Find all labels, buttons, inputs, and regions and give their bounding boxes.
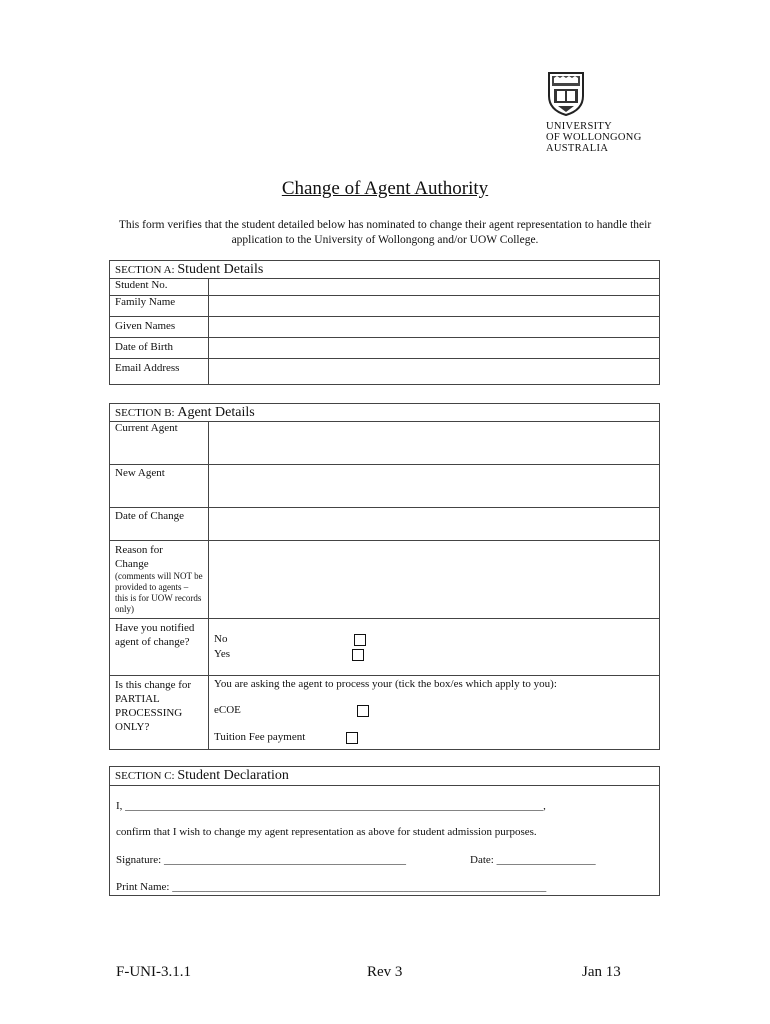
signature-field[interactable]: Signature: ____________________________________________ [116, 854, 406, 866]
section-c-header [110, 767, 659, 786]
form-revision: Rev 3 [367, 964, 403, 980]
print-name-field[interactable]: Print Name: ____________________________________________________________________ [116, 881, 547, 893]
ecoe-label: eCOE [214, 704, 241, 716]
notified-yes-label: Yes [214, 648, 231, 660]
partial-text: Is this change for PARTIAL PROCESSING ONLY? [115, 679, 192, 733]
email-label [110, 359, 209, 385]
notified-no-option[interactable] [214, 633, 654, 648]
date-of-change-field[interactable] [209, 508, 660, 541]
date-of-birth-text: Date of Birth [115, 341, 174, 353]
ecoe-checkbox[interactable] [357, 705, 369, 717]
notified-options [209, 619, 660, 676]
section-a-prefix: SECTION A: [115, 264, 178, 276]
given-names-field[interactable] [209, 317, 660, 338]
form-code: F-UNI-3.1.1 [116, 964, 191, 980]
family-name-label: Family Name [110, 296, 209, 317]
given-names-text: Given Names [115, 320, 176, 332]
new-agent-field[interactable] [209, 465, 660, 508]
notified-no-label: No [214, 633, 228, 645]
current-agent-label: Current Agent [110, 422, 209, 465]
email-text: Email Address [115, 362, 180, 374]
student-no-label: Student No. [110, 279, 209, 296]
new-agent-text: New Agent [115, 467, 165, 479]
date-of-change-text: Date of Change [115, 510, 185, 522]
notified-text: Have you notified agent of change? [115, 622, 195, 648]
university-crest-icon [546, 70, 586, 116]
logo-line: OF WOLLONGONG [546, 132, 642, 143]
partial-instruction: You are asking the agent to process your (tick the box/es which apply to you): [214, 678, 557, 690]
date-of-birth-field[interactable] [209, 338, 660, 359]
section-b-title: Agent Details [177, 405, 255, 420]
tuition-label: Tuition Fee payment [214, 731, 306, 743]
section-c-title: Student Declaration [177, 768, 289, 783]
logo-line: AUSTRALIA [546, 143, 609, 154]
student-no-field[interactable] [209, 279, 660, 296]
form-date: Jan 13 [582, 964, 621, 980]
tuition-option[interactable] [214, 731, 654, 746]
section-a-title: Student Details [177, 262, 264, 277]
notified-label [110, 619, 209, 676]
reason-label [110, 541, 209, 619]
reason-note: (comments will NOT be provided to agents – this is for UOW records only) [115, 571, 203, 614]
date-of-birth-label [110, 338, 209, 359]
partial-options [209, 676, 660, 750]
notified-yes-checkbox[interactable] [352, 649, 364, 661]
section-c-prefix: SECTION C: [115, 770, 178, 782]
given-names-label [110, 317, 209, 338]
section-a-header [110, 261, 660, 279]
section-b-prefix: SECTION B: [115, 407, 178, 419]
tuition-checkbox[interactable] [346, 732, 358, 744]
ecoe-option[interactable] [214, 704, 654, 731]
current-agent-field[interactable] [209, 422, 660, 465]
section-a-table [109, 260, 660, 385]
section-c-box [109, 766, 660, 896]
page-title: Change of Agent Authority [281, 178, 489, 199]
section-b-table [109, 403, 660, 750]
new-agent-label [110, 465, 209, 508]
section-b-header [110, 404, 660, 422]
university-logo-text [546, 121, 642, 154]
notified-yes-option[interactable] [214, 648, 654, 663]
logo-line: UNIVERSITY [546, 121, 612, 132]
email-field[interactable] [209, 359, 660, 385]
declaration-date-field[interactable]: Date: __________________ [470, 854, 596, 866]
form-intro: This form verifies that the student detailed below has nominated to change their agent representation to handle their application to the University of Wollongong and/or UOW College. [118, 219, 652, 246]
declaration-confirm-text: confirm that I wish to change my agent representation as above for student admission purposes. [116, 826, 537, 838]
partial-label [110, 676, 209, 750]
notified-no-checkbox[interactable] [354, 634, 366, 646]
date-of-change-label [110, 508, 209, 541]
reason-text: Reason for Change [115, 544, 163, 570]
family-name-field[interactable] [209, 296, 660, 317]
reason-field[interactable] [209, 541, 660, 619]
declaration-name-line[interactable]: I, ____________________________________________________________________________, [116, 800, 546, 812]
